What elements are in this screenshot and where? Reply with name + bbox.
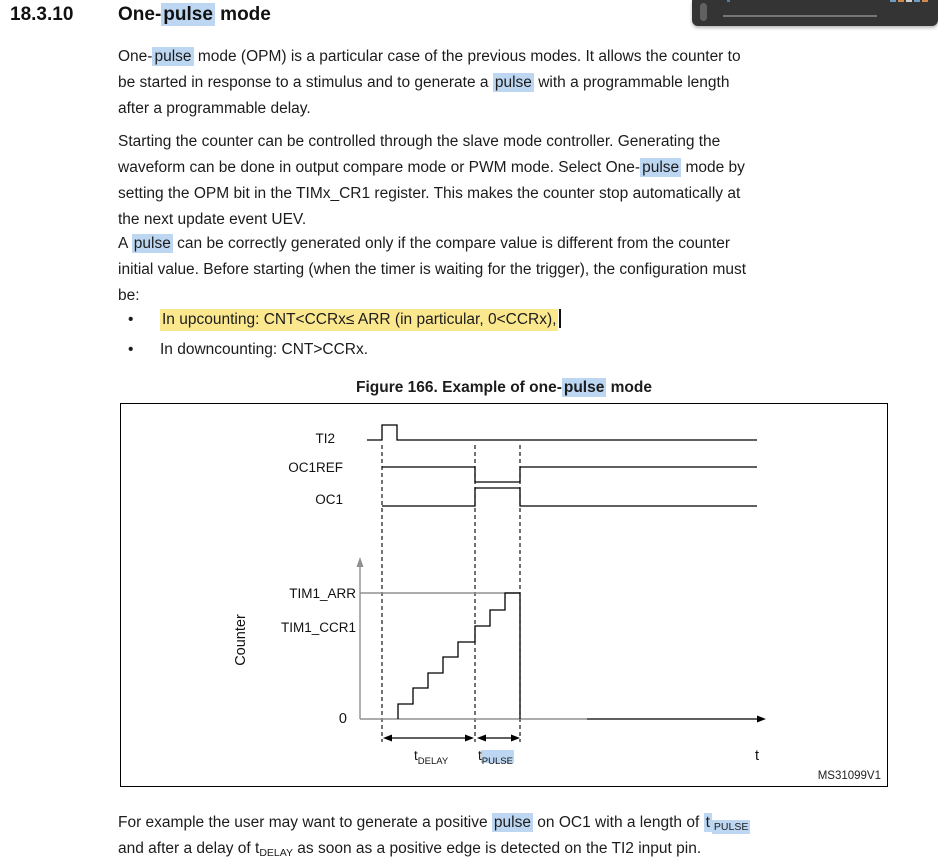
y-axis-arrowhead [357, 557, 364, 567]
text-line: after a programmable delay. [118, 100, 311, 117]
overlay-divider [723, 15, 877, 17]
section-number: 18.3.10 [10, 4, 74, 25]
paragraph-1 [118, 44, 908, 122]
text-line: Starting the counter can be controlled through the slave mode controller. Generating the [118, 133, 721, 150]
text-line: A pulse can be correctly generated only if the compare value is different from the counter [118, 235, 731, 252]
text-line: the next update event UEV. [118, 211, 307, 228]
bullet-text: In upcounting: CNT<CCRx≤ ARR (in particular, 0<CCRx), [160, 307, 561, 333]
label-time-axis: t [755, 748, 760, 764]
signal-label-oc1ref: OC1REF [288, 460, 343, 475]
section-title: One- pulse mode [118, 4, 271, 25]
counter-staircase [398, 593, 520, 719]
oc1ref-waveform [382, 467, 757, 482]
bullet-text: In downcounting: CNT>CCRx. [160, 341, 369, 358]
time-axis-arrowhead [757, 716, 766, 723]
oc1-waveform [382, 488, 757, 506]
tpulse-arrowhead-left [477, 735, 486, 742]
signal-label-ti2: TI2 [315, 431, 335, 446]
timing-diagram [121, 404, 887, 786]
clipped-pixel [727, 0, 730, 2]
bullet-glyph: • [128, 341, 134, 358]
closing-paragraph [118, 810, 908, 862]
label-tim1-arr: TIM1_ARR [289, 586, 356, 601]
text-line: waveform can be done in output compare mode or PWM mode. Select One- pulse mode by [118, 159, 745, 176]
text-line: setting the OPM bit in the TIMx_CR1 register. This makes the counter stop automatically at [118, 185, 741, 202]
text-line: initial value. Before starting (when the timer is waiting for the trigger), the configuration must [118, 261, 747, 278]
signal-label-oc1: OC1 [315, 492, 343, 507]
tdelay-arrowhead-left [383, 735, 392, 742]
bullet-item-upcounting [118, 307, 908, 333]
label-counter: Counter [233, 614, 249, 666]
bullet-glyph: • [128, 311, 134, 328]
tdelay-arrowhead-right [465, 735, 474, 742]
text-line: be started in response to a stimulus and to generate a pulse with a programmable length [118, 74, 730, 91]
label-tim1-ccr1: TIM1_CCR1 [280, 620, 356, 635]
drag-handle[interactable] [700, 3, 707, 21]
label-zero: 0 [338, 711, 347, 727]
viewer-overlay [692, 0, 938, 26]
bullet-item-downcounting [118, 337, 908, 363]
tpulse-arrowhead-right [511, 735, 520, 742]
paragraph-2 [118, 129, 908, 233]
label-tpulse: $t_{PULSE}$ [478, 748, 513, 767]
paragraph-3 [118, 231, 908, 309]
text-line: be: [118, 287, 140, 304]
text-line: One- pulse mode (OPM) is a particular case of the previous modes. It allows the counter to [118, 48, 741, 65]
label-tdelay: $t_{DELAY}$ [414, 748, 449, 767]
figure-166-one-pulse-mode [120, 403, 888, 787]
clipped-text-pixels [890, 0, 928, 2]
figure-caption: Figure 166. Example of one- pulse mode [356, 379, 652, 396]
figure-watermark: MS31099V1 [817, 770, 881, 782]
text-line: For example the user may want to generate a positive pulse on OC1 with a length of t $_{PULSE}$ [118, 814, 749, 833]
text-line: and after a delay of $t_{DELAY}$ as soon as a positive edge is detected on the TI2 input pin. [118, 840, 702, 859]
ti2-waveform [367, 425, 757, 440]
